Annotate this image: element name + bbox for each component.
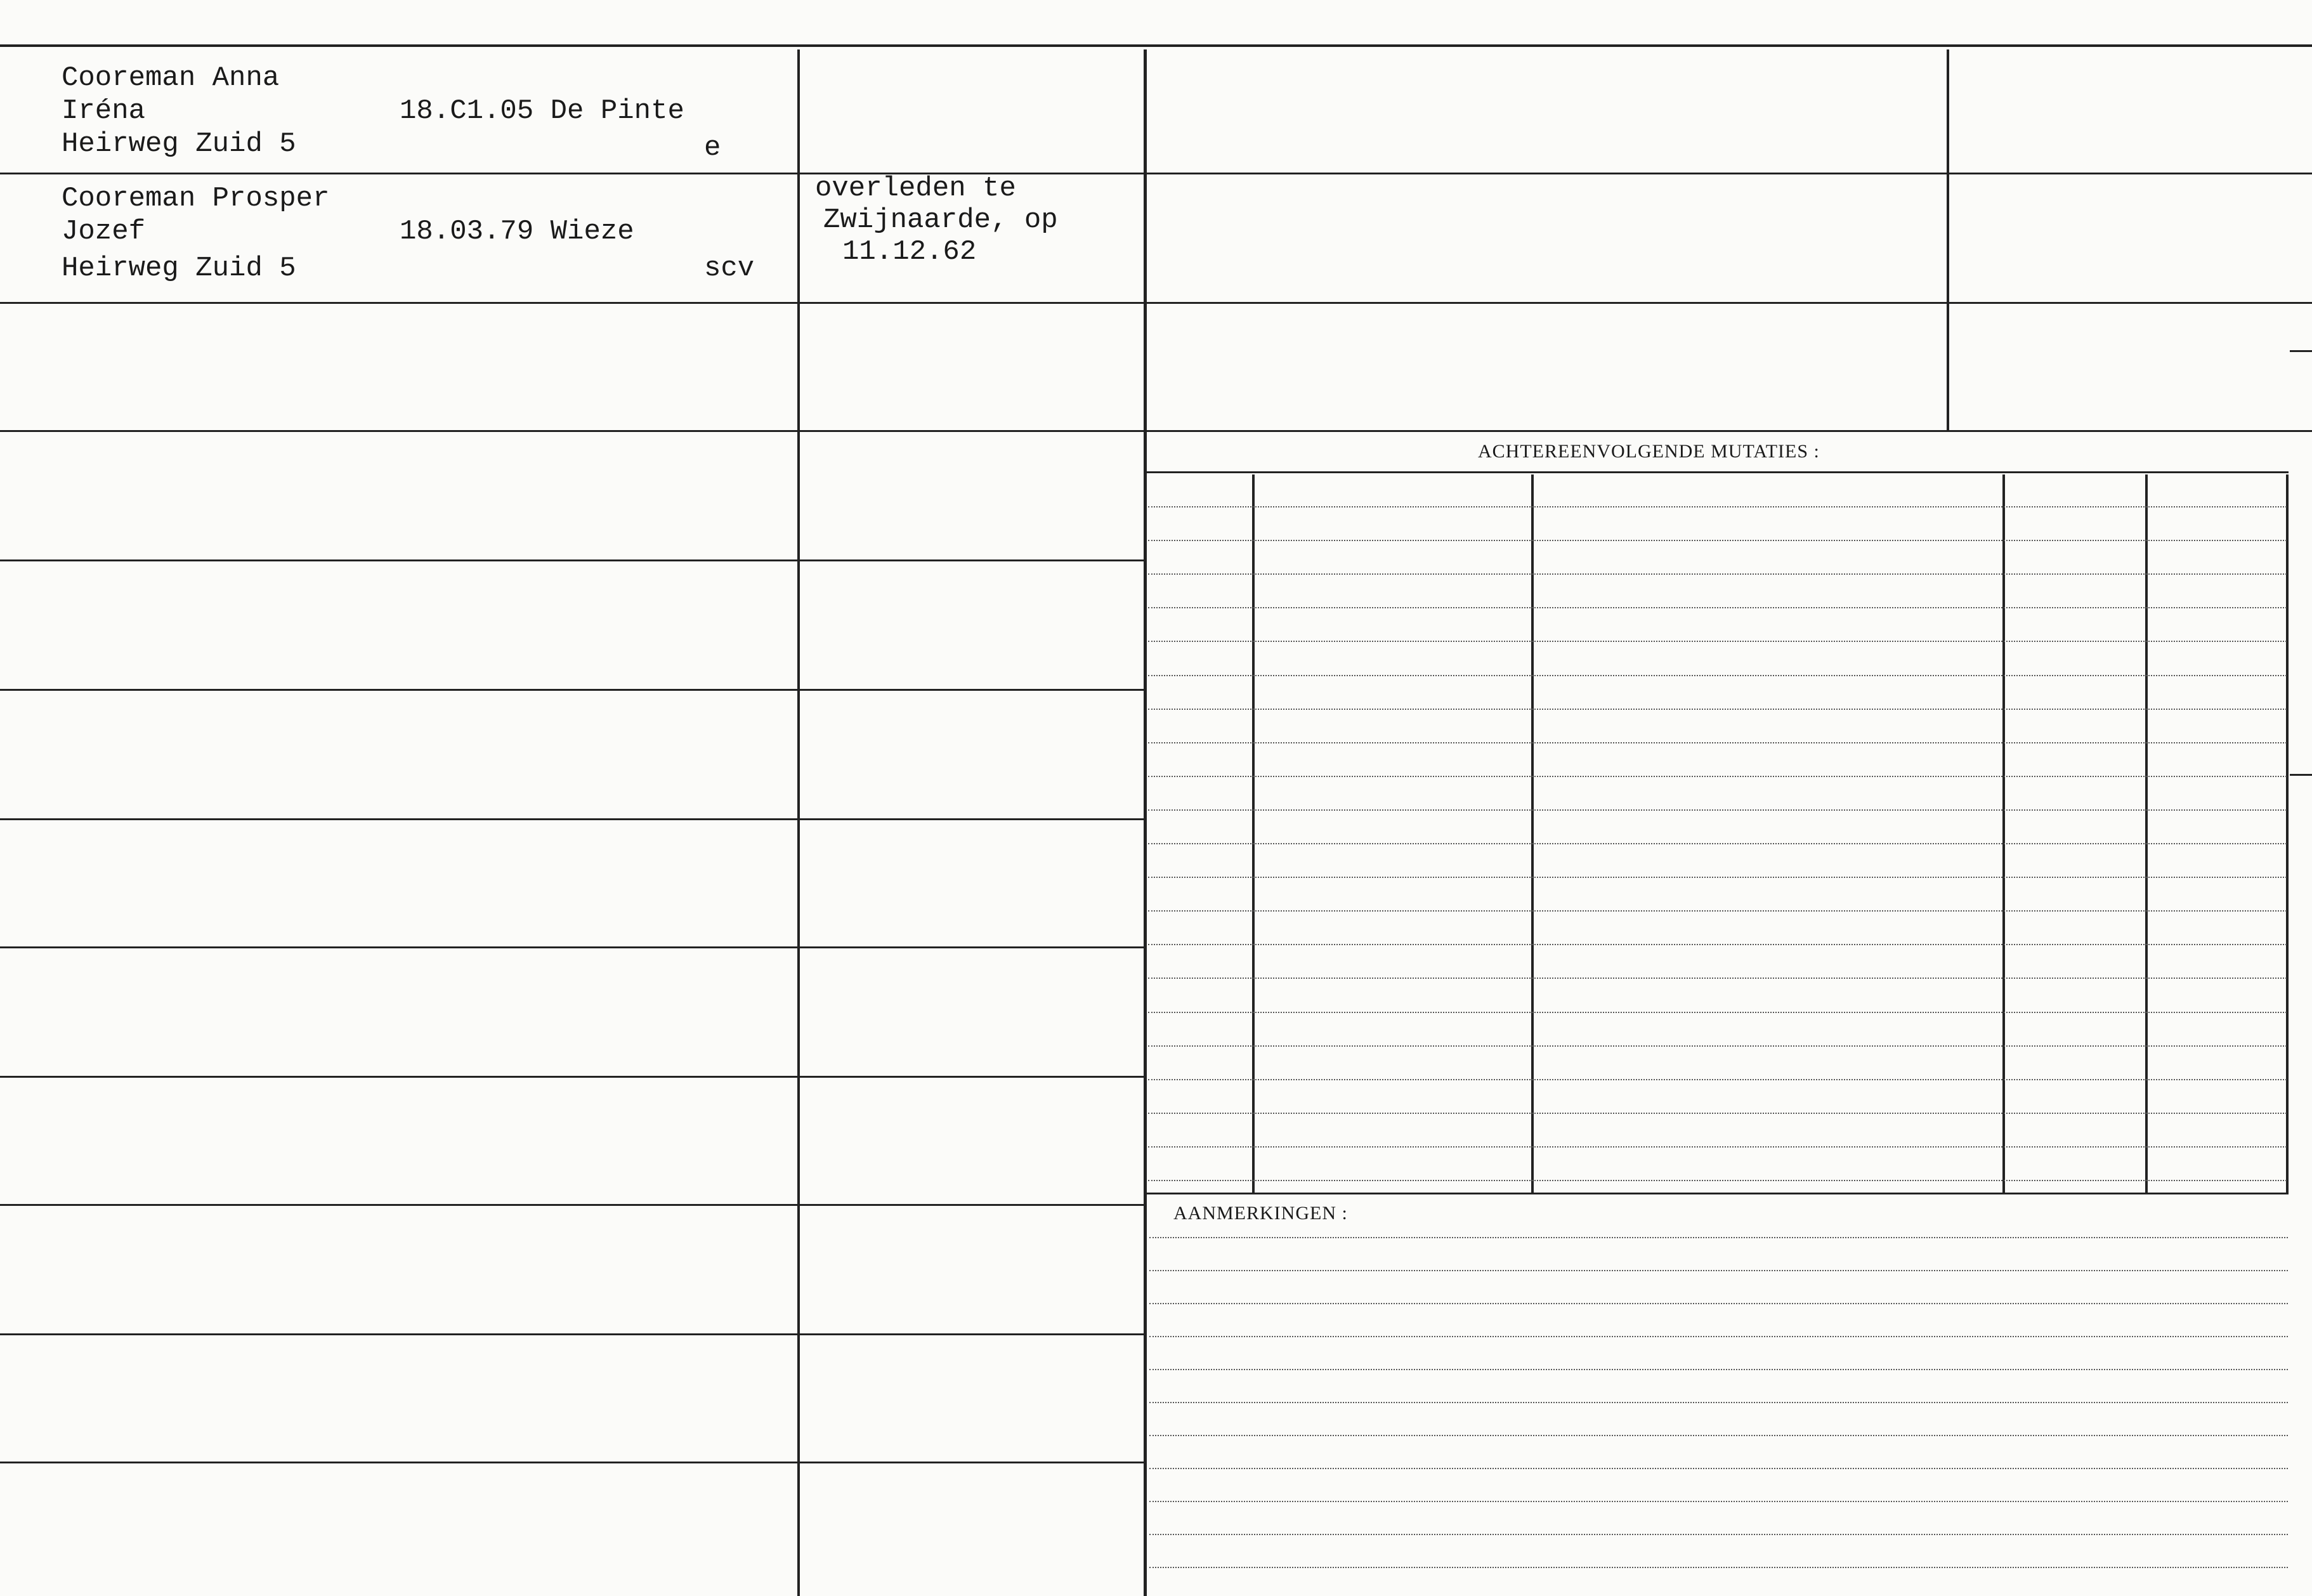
mutation-row bbox=[1148, 1079, 2287, 1080]
mutation-row bbox=[1148, 675, 2287, 676]
margin-tick bbox=[2290, 350, 2312, 352]
mutation-row bbox=[1148, 910, 2287, 912]
right-row-line bbox=[1147, 430, 2312, 432]
mutation-row bbox=[1148, 1012, 2287, 1013]
right-row-line bbox=[1147, 302, 2312, 304]
mutations-col-line bbox=[2002, 474, 2005, 1193]
entry-2-remark-line-2: Zwijnaarde, op bbox=[823, 204, 1058, 236]
entry-2-code: scv bbox=[704, 252, 755, 284]
entry-1-address: Heirweg Zuid 5 bbox=[62, 128, 296, 160]
mutation-row bbox=[1148, 607, 2287, 608]
mutation-row bbox=[1148, 809, 2287, 811]
left-column-divider bbox=[797, 49, 800, 1596]
main-divider bbox=[1144, 49, 1147, 1596]
right-top-divider bbox=[1947, 49, 1949, 430]
remark-line bbox=[1149, 1369, 2288, 1370]
left-row-line bbox=[0, 946, 1144, 948]
mutation-row bbox=[1148, 742, 2287, 743]
left-row-line bbox=[0, 1076, 1144, 1078]
entry-2-remark-line-1: overleden te bbox=[815, 173, 1016, 204]
remark-line bbox=[1149, 1468, 2288, 1469]
mutations-top-rule bbox=[1147, 471, 2289, 473]
mutation-row bbox=[1148, 843, 2287, 844]
entry-2-name: Cooreman Prosper bbox=[62, 183, 330, 214]
mutation-row bbox=[1148, 1113, 2287, 1114]
entry-2-birth: 18.03.79 Wieze bbox=[400, 216, 634, 247]
mutation-row bbox=[1148, 540, 2287, 541]
mutations-col-line bbox=[2286, 474, 2289, 1193]
mutation-row bbox=[1148, 776, 2287, 777]
mutations-col-line bbox=[1531, 474, 1534, 1193]
mutation-row bbox=[1148, 944, 2287, 945]
remark-line bbox=[1149, 1567, 2288, 1568]
remark-line bbox=[1149, 1303, 2288, 1304]
mutation-row bbox=[1148, 506, 2287, 507]
remark-line bbox=[1149, 1534, 2288, 1535]
top-rule bbox=[0, 44, 2312, 47]
mutation-row bbox=[1148, 877, 2287, 878]
remark-line bbox=[1149, 1270, 2288, 1271]
left-row-line bbox=[0, 430, 1144, 432]
entry-2-address: Heirweg Zuid 5 bbox=[62, 252, 296, 284]
left-row-line bbox=[0, 302, 1144, 304]
left-row-line bbox=[0, 1204, 1144, 1206]
mutations-bottom-rule bbox=[1147, 1193, 2289, 1194]
entry-1-birth: 18.C1.05 De Pinte bbox=[400, 95, 684, 127]
mutation-row bbox=[1148, 573, 2287, 575]
entry-1-name: Cooreman Anna bbox=[62, 62, 280, 94]
remark-line bbox=[1149, 1435, 2288, 1436]
entry-1-given: Iréna bbox=[62, 95, 146, 127]
remarks-heading: AANMERKINGEN : bbox=[1173, 1203, 1348, 1224]
mutation-row bbox=[1148, 1180, 2287, 1181]
left-row-line bbox=[0, 818, 1144, 820]
remark-line bbox=[1149, 1336, 2288, 1337]
entry-2-given: Jozef bbox=[62, 216, 146, 247]
mutation-row bbox=[1148, 1146, 2287, 1148]
margin-tick bbox=[2290, 774, 2312, 776]
left-row-line bbox=[0, 689, 1144, 691]
entry-2-remark-line-3: 11.12.62 bbox=[842, 236, 977, 268]
entry-1-code: e bbox=[704, 132, 721, 164]
remark-line bbox=[1149, 1237, 2288, 1238]
mutation-row bbox=[1148, 641, 2287, 642]
left-row-line bbox=[0, 1333, 1144, 1335]
left-row-line bbox=[0, 559, 1144, 561]
mutations-col-line bbox=[1252, 474, 1255, 1193]
right-row-line bbox=[1147, 173, 2312, 174]
remark-line bbox=[1149, 1402, 2288, 1403]
mutations-heading: ACHTEREENVOLGENDE MUTATIES : bbox=[1478, 441, 1820, 462]
mutations-col-line bbox=[2145, 474, 2148, 1193]
left-row-line bbox=[0, 1462, 1144, 1463]
mutation-row bbox=[1148, 1045, 2287, 1047]
mutation-row bbox=[1148, 709, 2287, 710]
remark-line bbox=[1149, 1501, 2288, 1502]
mutation-row bbox=[1148, 978, 2287, 979]
